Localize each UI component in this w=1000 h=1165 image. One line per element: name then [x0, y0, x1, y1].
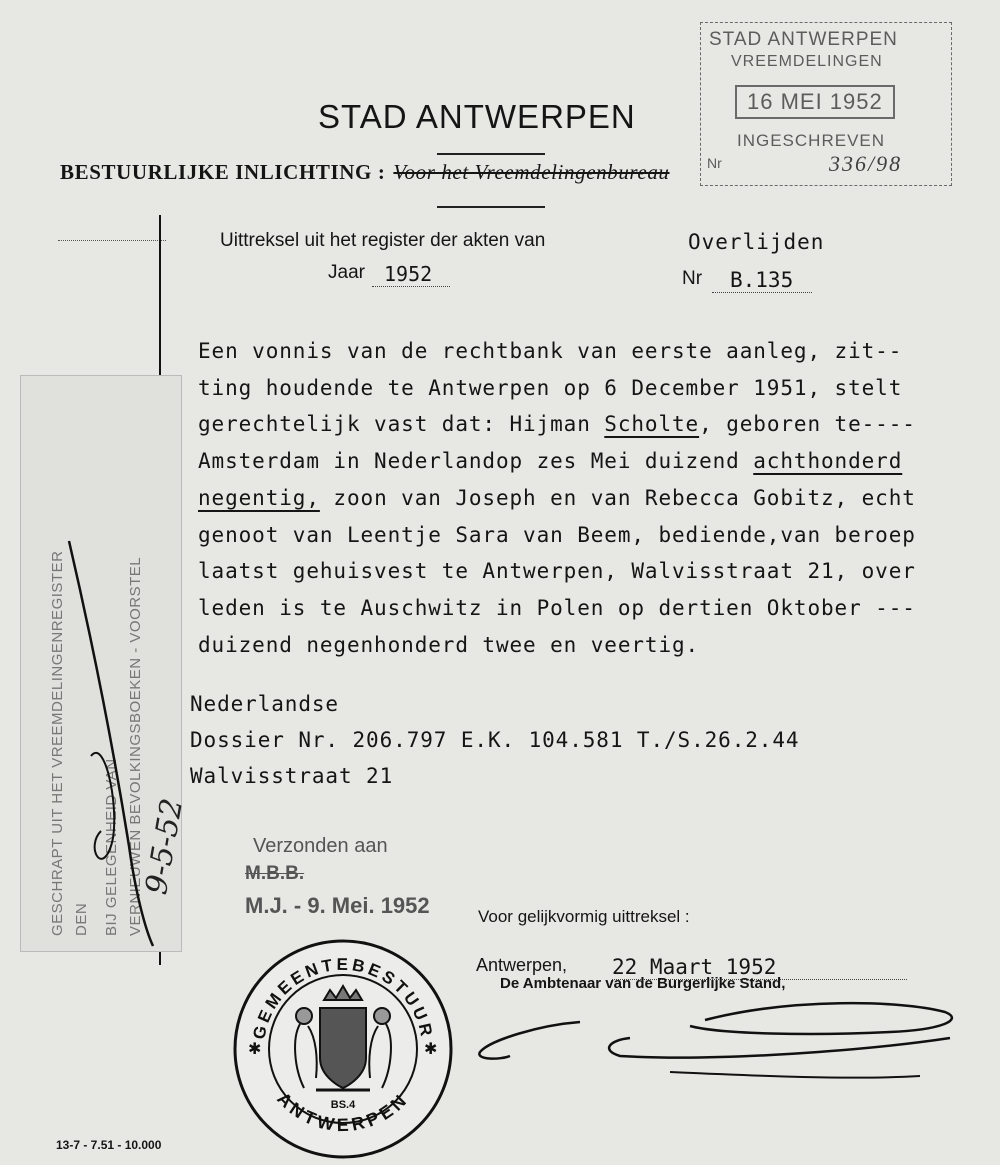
- body-line: [198, 517, 916, 554]
- body-line: [198, 590, 916, 627]
- nr-value-text: B.135: [730, 268, 794, 292]
- body-line-text: , geboren te----: [699, 412, 916, 437]
- body-line-text: genoot van Leentje Sara van Beem, bediende,van beroep: [198, 522, 916, 547]
- reg-stamp-line3: INGESCHREVEN: [737, 131, 886, 150]
- body-line: [198, 406, 916, 443]
- certification-place: Antwerpen,: [476, 955, 568, 975]
- title-rule: [437, 153, 545, 155]
- official-signature: [470, 990, 960, 1120]
- side-stamp-col2: DEN: [73, 902, 90, 936]
- seal-top-text: GEMEENTEBESTUUR: [249, 954, 437, 1042]
- subheading: [60, 160, 670, 185]
- reg-stamp-number-label: Nr: [707, 155, 722, 171]
- subheading-fill: Voor het Vreemdelingenbureau: [393, 160, 670, 184]
- reg-stamp-line1: STAD ANTWERPEN: [709, 29, 898, 50]
- reg-stamp-number: 336/98: [829, 151, 903, 176]
- body-line: [198, 627, 916, 664]
- dossier-number: Dossier Nr. 206.797 E.K. 104.581 T./S.26.2.44: [190, 728, 800, 752]
- seal-star-icon: ✱: [424, 1041, 438, 1058]
- side-stamp-col3: BIJ GELEGENHEID VAN: [103, 758, 120, 936]
- registration-stamp: [700, 22, 952, 186]
- address: Walvisstraat 21: [190, 764, 394, 788]
- sent-stamp-line2: M.B.B.: [245, 863, 305, 884]
- body-text: [198, 333, 916, 663]
- municipal-seal: [232, 938, 454, 1160]
- side-stamp-col4: VERNIEUWEN BEVOLKINGSBOEKEN - VOORSTEL: [127, 556, 144, 936]
- seal-star-icon: ✱: [248, 1041, 262, 1058]
- side-stamp-handwritten-date: 9-5-52: [139, 795, 191, 898]
- body-line: [198, 553, 916, 590]
- margin-dotted-line: [58, 240, 166, 241]
- subheading-rule: [437, 206, 545, 208]
- body-line-text: gerechtelijk vast dat: Hijman: [198, 412, 605, 437]
- side-stamp: [20, 375, 191, 952]
- nr-value: [712, 268, 812, 293]
- extract-type: Overlijden: [688, 230, 825, 254]
- body-line-text: Een vonnis van de rechtbank van eerste aanleg, zit--: [198, 339, 903, 363]
- body-line-text: ting houdende te Antwerpen op 6 December 1951, stelt: [198, 375, 903, 400]
- certification-date-text: 22 Maart 1952: [612, 955, 777, 979]
- surname-underlined: Scholte: [604, 412, 700, 437]
- print-code: 13-7 - 7.51 - 10.000: [56, 1138, 162, 1152]
- year-value: [372, 262, 450, 287]
- body-line-text: leden is te Auschwitz in Polen op dertien Oktober ---: [198, 595, 916, 620]
- seal-center-text: BS.4: [330, 1099, 356, 1111]
- nationality: Nederlandse: [190, 692, 339, 716]
- body-line-text: zoon van Joseph en van Rebecca Gobitz, echt: [319, 485, 916, 510]
- side-stamp-col1: GESCHRAPT UIT HET VREEMDELINGENREGISTER: [49, 550, 66, 936]
- year-label: Jaar: [328, 262, 365, 283]
- nr-label: Nr: [682, 268, 703, 289]
- reg-stamp-date: 16 MEI 1952: [735, 85, 895, 119]
- birth-year-underlined: achthonderd: [753, 449, 903, 474]
- sent-stamp-line3: M.J. - 9. Mei. 1952: [245, 893, 430, 918]
- year-value-text: 1952: [384, 262, 433, 286]
- side-stamp-scribble: [21, 376, 181, 951]
- document-title: STAD ANTWERPEN: [318, 98, 636, 135]
- body-line-text: duizend negenhonderd twee en veertig.: [198, 632, 700, 657]
- body-line-text: Amsterdam in Nederlandop zes Mei duizend: [198, 449, 754, 474]
- birth-year-underlined: negentig,: [198, 485, 320, 510]
- body-line: [198, 370, 916, 407]
- extract-label: Uittreksel uit het register der akten van: [220, 230, 546, 251]
- body-line: [198, 443, 916, 480]
- body-line-text: laatst gehuisvest te Antwerpen, Walvisstraat 21, over: [198, 559, 916, 584]
- sent-stamp-line1: Verzonden aan: [253, 835, 388, 857]
- subheading-label: BESTUURLIJKE INLICHTING :: [60, 160, 386, 184]
- certification-official: De Ambtenaar van de Burgerlijke Stand,: [500, 975, 786, 992]
- body-line: [198, 333, 916, 370]
- footer-data: [190, 686, 799, 794]
- reg-stamp-line2: VREEMDELINGEN: [731, 53, 883, 70]
- certification-conform: Voor gelijkvormig uittreksel :: [478, 907, 690, 926]
- body-line: [198, 480, 916, 517]
- seal-bottom-text: ANTWERPEN: [273, 1088, 413, 1136]
